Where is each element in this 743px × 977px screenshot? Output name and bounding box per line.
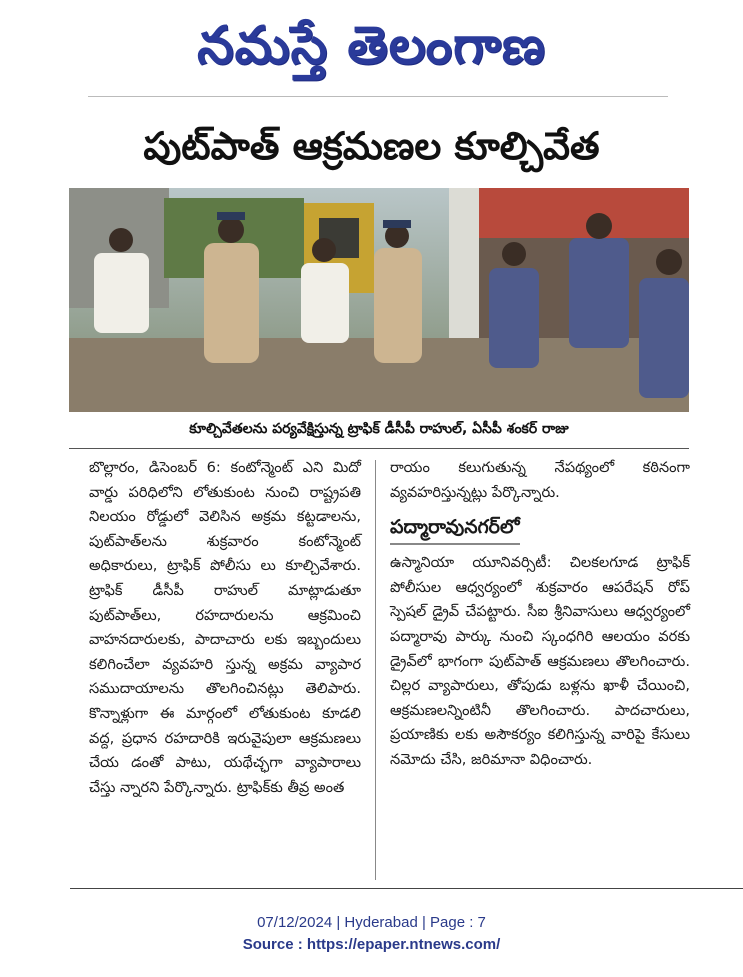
news-photo <box>69 188 689 412</box>
footer-date-info: 07/12/2024 | Hyderabad | Page : 7 <box>257 914 486 931</box>
masthead <box>0 0 743 90</box>
article-body-continued: రాయం కలుగుతున్న నేపథ్యంలో కఠినంగా వ్యవహరిస్తున్నట్లు పేర్కొన్నారు. <box>390 459 690 501</box>
photo-illustration <box>69 188 689 412</box>
newspaper-logo: నమస్తే తెలంగాణ <box>197 15 546 76</box>
top-divider <box>88 96 668 101</box>
footer-source: Source : https://epaper.ntnews.com/ <box>242 936 501 953</box>
photo-caption: కూల్చివేతలను పర్యవేక్షిస్తున్న ట్రాఫిక్ డీసీపీ రాహుల్, ఏసీపీ శంకర్ రాజు <box>69 414 689 449</box>
article-body-right: ఉస్మానియా యూనివర్సిటీ: చిలకలగూడ ట్రాఫిక్ పోలీసుల ఆధ్వర్యంలో శుక్రవారం ఆపరేషన్ రోప్ స్పెషల్ డ్రైవ్ చేపట్టారు. సీఐ శ్రీనివాసులు ఆధ్వర్యంలో పద్మారావు పార్కు నుంచి స్కంధగిరి ఆలయం వరకు డ్రైవ్‌లో భాగంగా పుట్‌పాత్ ఆక్రమణలు తొలగించారు. చిల్లర వ్యాపారులు, తోపుడు బళ్లను ఖాళీ చేయించి, ఆక్రమణలన్నింటినీ తొలగించారు. పాదచారులు, ప్రయాణికు లకు అసౌకర్యం కలిగిస్తున్న వారిపై కేసులు నమోదు చేసి, జరిమానా విధించారు. <box>390 554 690 768</box>
article-column-right <box>390 456 690 773</box>
article-headline: పుట్‌పాత్ ఆక్రమణల కూల్చివేత <box>143 124 600 168</box>
article-body-left: బొల్లారం, డిసెంబర్ 6: కంటోన్మెంట్ ఎని మిదో వార్డు పరిధిలోని లోతుకుంట నుంచి రాష్ట్రపతి నిలయం రోడ్డులో వెలిసిన అక్రమ కట్టడాలను, పుట్‌పాత్‌లను శుక్రవారం కంటోన్మెంట్ అధికారులు, ట్రాఫిక్ పోలీసు లు కూల్చివేశారు. ట్రాఫిక్ డీసీపీ రాహుల్ మాట్లాడుతూ పుట్‌పాత్‌లు, రహదారులను ఆక్రమించి వాహనదారులకు, పాదాచారు లకు ఇబ్బందులు కలిగించేలా వ్యవహరి స్తున్న అక్రమ వ్యాపార సముదాయాలను తొలగించినట్లు తెలిపారు. కొన్నాళ్లుగా ఈ మార్గంలో లోతుకుంట కూడలి వద్ద, ప్రధాన రహదారికి ఇరువైపులా ఆక్రమణలు చేయ డంతో పాటు, యథేచ్ఛగా వ్యాపారాలు చేస్తు న్నారని పేర్కొన్నారు. ట్రాఫిక్‌కు తీవ్ర అంత <box>89 459 361 796</box>
article-column-left <box>89 456 361 800</box>
article-subheading: పద్మారావునగర్‌లో <box>390 513 520 545</box>
column-divider <box>375 460 376 880</box>
bottom-divider <box>70 888 743 889</box>
